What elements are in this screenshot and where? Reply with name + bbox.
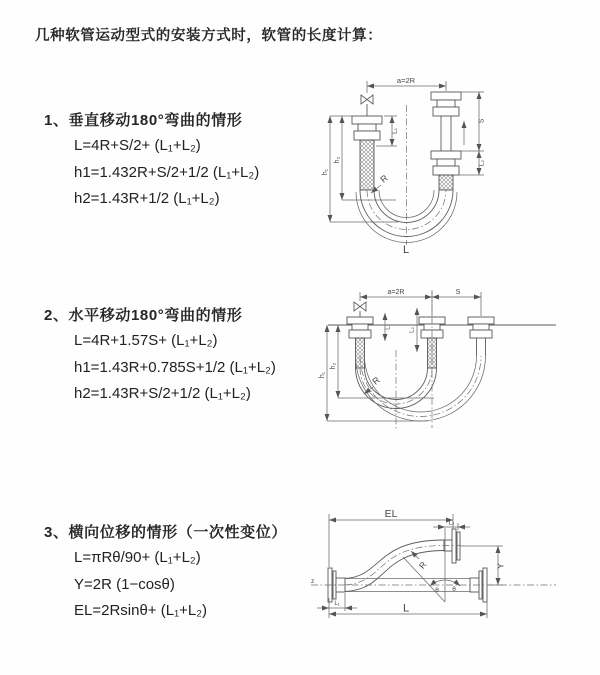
left-fitting	[352, 116, 382, 190]
dim-label-a2r: a=2R	[396, 76, 416, 85]
formula-h1: h1=1.432R+S/2+1/2 (L₁+L₂)	[74, 163, 260, 181]
formula-L: L=4R+1.57S+ (L₁+L₂)	[74, 332, 218, 349]
diagram-vertical-180-bend	[300, 70, 600, 260]
section-horizontal-movement	[44, 304, 276, 408]
dim-a2r	[360, 289, 481, 316]
formula-Y: Y=2R (1−cosθ)	[74, 575, 175, 593]
dim-l2	[433, 521, 470, 531]
dim-label-h1: h₁	[319, 371, 326, 379]
dim-label-l1: L₁	[334, 601, 340, 607]
formula-h1: h1=1.43R+0.785S+1/2 (L₁+L₂)	[74, 358, 276, 376]
braided-hose-left	[356, 338, 365, 368]
dim-label-l: L	[402, 602, 410, 615]
dim-label-a2r: a=2R	[387, 289, 405, 296]
dim-label-el: EL	[384, 508, 398, 520]
valve-icon	[361, 95, 373, 116]
dim-label-l2: L₂	[448, 520, 455, 527]
angle-construction	[403, 528, 460, 602]
dim-label-h1: h₁	[322, 168, 329, 176]
section-lateral-displacement	[44, 521, 287, 625]
formula-h2: h2=1.43R+1/2 (L₁+L₂)	[74, 190, 220, 207]
dim-label-y: Y	[495, 563, 506, 569]
formula-L: L=4R+S/2+ (L₁+L₂)	[74, 137, 201, 154]
section-2-heading: 2、水平移动180°弯曲的情形	[44, 307, 243, 324]
dim-label-l1: L₁	[391, 128, 399, 134]
page-title: 几种软管运动型式的安装方式时，软管的长度计算：	[35, 28, 383, 44]
dim-label-h2: h₂	[334, 156, 341, 164]
radius-label: R	[378, 172, 390, 185]
theta-label-left: θ	[435, 587, 439, 594]
dim-l1	[385, 313, 392, 341]
radius-label: R	[370, 374, 382, 387]
dim-a2r	[367, 76, 446, 93]
dim-h2	[330, 325, 434, 398]
dim-label-s: S	[478, 118, 486, 124]
dim-s	[461, 92, 486, 151]
section-vertical-movement	[44, 109, 259, 213]
dim-label-l1: L₁	[385, 324, 392, 330]
section-1-heading: 1、垂直移动180°弯曲的情形	[44, 112, 243, 129]
dim-h1	[319, 325, 428, 421]
dim-l2	[459, 151, 486, 175]
dim-label-h2: h₂	[330, 362, 337, 370]
diagram-horizontal-180-bend	[300, 280, 600, 460]
upper-right-flange	[444, 529, 460, 563]
section-3-heading: 3、横向位移的情形（一次性变位）	[44, 524, 287, 541]
right-fitting	[468, 317, 494, 356]
formula-EL: EL=2Rsinθ+ (L₁+L₂)	[74, 602, 208, 619]
dim-l2	[410, 308, 418, 352]
radius-callout	[411, 551, 429, 571]
dim-l1	[317, 593, 357, 611]
valve-icon	[354, 302, 366, 317]
theta-label-right: θ	[452, 586, 456, 593]
axis-mark: z	[311, 578, 315, 585]
braided-hose-right	[439, 175, 453, 190]
dim-label-s: S	[455, 289, 461, 296]
dim-s	[432, 289, 481, 297]
formula-L: L=πRθ/90+ (L₁+L₂)	[74, 549, 201, 566]
dim-label-l2: L₂	[409, 327, 416, 333]
length-label: L	[402, 244, 410, 256]
formula-h2: h2=1.43R+S/2+1/2 (L₁+L₂)	[74, 385, 251, 402]
braided-hose-left	[360, 140, 374, 190]
dim-label-l2: L₂	[478, 159, 486, 167]
dim-el	[329, 508, 453, 567]
diagram-lateral-displacement	[300, 495, 600, 660]
radius-label: R	[416, 559, 429, 571]
